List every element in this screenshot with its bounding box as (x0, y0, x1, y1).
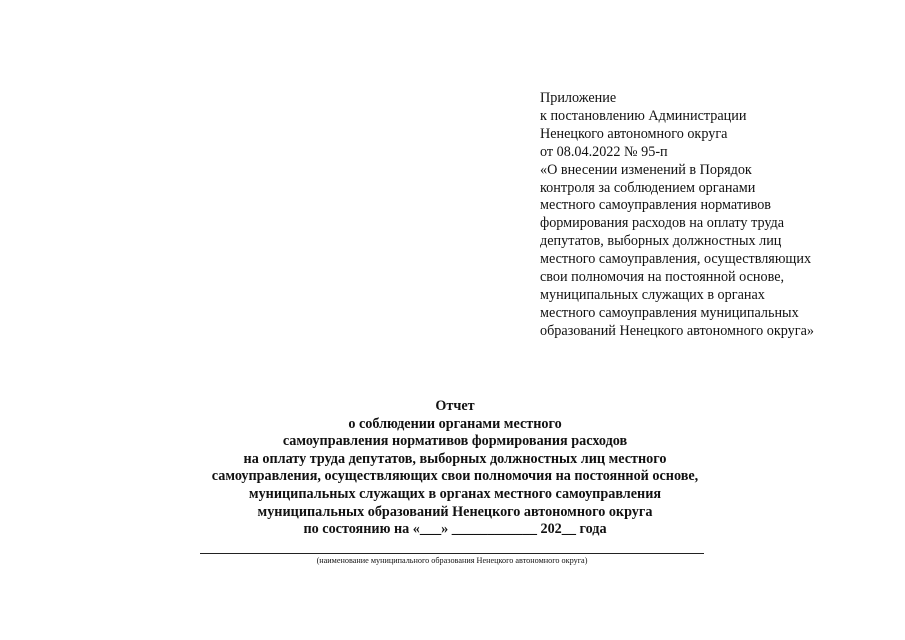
appendix-line: к постановлению Администрации (540, 107, 747, 124)
appendix-line: от 08.04.2022 № 95-п (540, 143, 668, 160)
appendix-line: муниципальных служащих в органах (540, 286, 765, 303)
appendix-line: «О внесении изменений в Порядок (540, 161, 752, 178)
appendix-line: свои полномочия на постоянной основе, (540, 269, 785, 286)
municipality-name-rule (200, 553, 704, 554)
appendix-line: местного самоуправления, осуществляющих (540, 251, 812, 268)
appendix-block (540, 90, 900, 341)
report-title-line: муниципальных служащих в органах местного самоуправления (248, 485, 662, 502)
appendix-line: депутатов, выборных должностных лиц (540, 233, 782, 250)
municipality-name-caption: (наименование муниципального образования Ненецкого автономного округа) (316, 556, 588, 565)
appendix-line: местного самоуправления нормативов (540, 197, 772, 214)
report-heading: Отчет (435, 398, 475, 414)
appendix-line: образований Ненецкого автономного округа» (540, 322, 814, 339)
appendix-line: контроля за соблюдением органами (540, 179, 756, 196)
appendix-line: Ненецкого автономного округа (540, 125, 728, 142)
report-title-line: о соблюдении органами местного (348, 415, 562, 432)
report-title-line: самоуправления нормативов формирования расходов (282, 433, 628, 450)
report-title-line: самоуправления, осуществляющих свои полномочия на постоянной основе, (211, 468, 699, 485)
report-title (150, 398, 760, 539)
appendix-line: Приложение (540, 90, 617, 106)
appendix-line: местного самоуправления муниципальных (540, 304, 799, 321)
report-title-line: на оплату труда депутатов, выборных должностных лиц местного (243, 450, 667, 467)
report-date-line: по состоянию на «___» ____________ 202__ года (303, 521, 607, 538)
report-title-line: муниципальных образований Ненецкого автономного округа (257, 503, 653, 520)
appendix-line: формирования расходов на оплату труда (540, 215, 785, 232)
